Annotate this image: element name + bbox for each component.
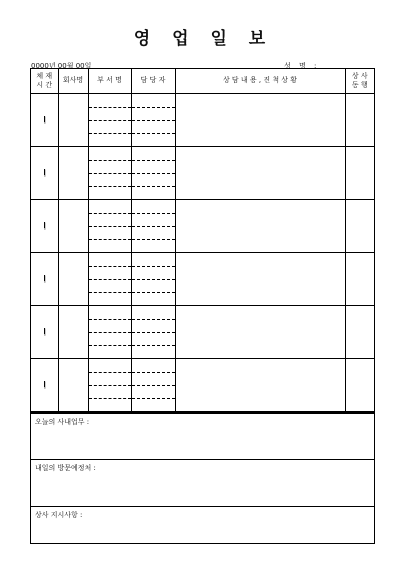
company-cell[interactable] <box>58 199 88 252</box>
table-row <box>31 305 374 358</box>
department-cell[interactable] <box>88 252 131 305</box>
company-cell[interactable] <box>58 358 88 411</box>
visit-time-cell[interactable] <box>31 252 58 305</box>
visit-time-cell[interactable] <box>31 305 58 358</box>
time-separator-mark: | <box>43 380 47 389</box>
content-cell[interactable] <box>175 146 345 199</box>
column-header-content: 상 담 내 용 , 진 척 상 황 <box>175 69 345 93</box>
department-cell[interactable] <box>88 305 131 358</box>
manager-cell[interactable] <box>131 305 175 358</box>
name-label: 성 명 : <box>284 62 317 70</box>
department-cell[interactable] <box>88 199 131 252</box>
content-cell[interactable] <box>175 305 345 358</box>
internal-work-label: 오늘의 사내업무 : <box>35 417 90 426</box>
page-title: 영 업 일 보 <box>133 29 267 49</box>
superior-header-line-2: 동 행 <box>351 80 368 89</box>
department-cell[interactable] <box>88 93 131 146</box>
visit-time-cell[interactable] <box>31 93 58 146</box>
manager-cell[interactable] <box>131 199 175 252</box>
visit-log-table <box>31 69 374 412</box>
company-cell[interactable] <box>58 146 88 199</box>
column-header-superior-accompanied <box>345 69 374 93</box>
planned-visits-section[interactable] <box>31 459 374 506</box>
planned-visits-label: 내일의 방문예정처 : <box>35 463 96 472</box>
daily-sales-report-form <box>30 68 375 544</box>
visit-time-cell[interactable] <box>31 146 58 199</box>
table-header-row <box>31 69 374 93</box>
superior-instructions-label: 상사 지시사항 : <box>35 510 83 519</box>
manager-cell[interactable] <box>131 252 175 305</box>
report-date: 0000년 00월 00일 <box>31 62 92 70</box>
superior-header-line-1: 상 사 <box>351 71 368 80</box>
department-cell[interactable] <box>88 358 131 411</box>
content-cell[interactable] <box>175 199 345 252</box>
time-separator-mark: | <box>43 274 47 283</box>
content-cell[interactable] <box>175 93 345 146</box>
visit-time-header-line-1: 체 재 <box>36 71 53 80</box>
table-row <box>31 93 374 146</box>
time-separator-mark: | <box>43 221 47 230</box>
visit-time-cell[interactable] <box>31 199 58 252</box>
column-header-company: 회사명 <box>58 69 88 93</box>
superior-cell[interactable] <box>345 93 374 146</box>
table-row <box>31 199 374 252</box>
visit-time-cell[interactable] <box>31 358 58 411</box>
visit-time-header-line-2: 시 간 <box>36 80 53 89</box>
superior-cell[interactable] <box>345 199 374 252</box>
manager-cell[interactable] <box>131 93 175 146</box>
manager-cell[interactable] <box>131 146 175 199</box>
content-cell[interactable] <box>175 252 345 305</box>
company-cell[interactable] <box>58 305 88 358</box>
internal-work-section[interactable] <box>31 412 374 459</box>
superior-cell[interactable] <box>345 305 374 358</box>
time-separator-mark: | <box>43 115 47 124</box>
table-row <box>31 252 374 305</box>
superior-cell[interactable] <box>345 358 374 411</box>
table-row <box>31 146 374 199</box>
manager-cell[interactable] <box>131 358 175 411</box>
company-cell[interactable] <box>58 252 88 305</box>
superior-cell[interactable] <box>345 146 374 199</box>
department-cell[interactable] <box>88 146 131 199</box>
time-separator-mark: | <box>43 168 47 177</box>
content-cell[interactable] <box>175 358 345 411</box>
superior-instructions-section[interactable] <box>31 506 374 553</box>
table-row <box>31 358 374 411</box>
time-separator-mark: | <box>43 327 47 336</box>
company-cell[interactable] <box>58 93 88 146</box>
column-header-manager: 담 당 자 <box>131 69 175 93</box>
superior-cell[interactable] <box>345 252 374 305</box>
column-header-visit-time <box>31 69 58 93</box>
column-header-department: 부 서 명 <box>88 69 131 93</box>
